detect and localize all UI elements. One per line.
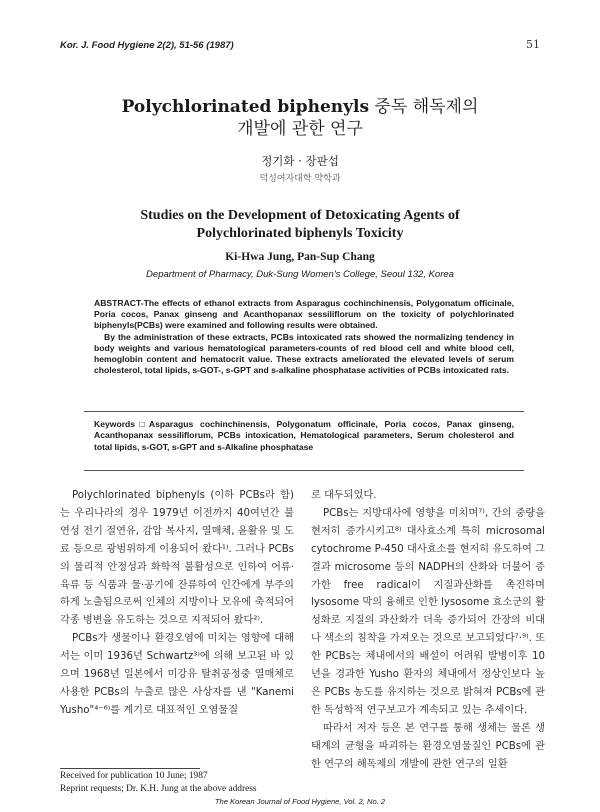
title-korean — [0, 96, 600, 140]
page-number: 51 — [526, 38, 540, 51]
abstract-paragraph-2: By the administration of these extracts, PCBs intoxicated rats showed the normalizing tendency in body weights and various hematological parameters-counts of red blood cell and white blood cell, hemoglobin content and hematocrit value. These extracts ameliorated the elevated levels of serum cholesterol, total lipids, s-GOT-, s-GPT and s-alkaline phosphatase activities of PCBs intoxicated rats. — [94, 331, 514, 376]
body-left-paragraph-1: Polychlorinated biphenyls (이하 PCBs라 함)는 우리나라의 경우 1979년 이전까지 40여년간 불연성 전기 절연유, 감압 복사지, 열매체, 윤활유 및 도료 등으로 광범위하게 이용되어 왔다¹⁾. 그러나 PCBs의 물리적 안정성과 화학적 불활성으로 인하여 어류·육류 등 식품과 물·공기에 잔류하여 인간에게 부주의하게 노출됨으로써 인체의 지방이나 모유에 축적되어 각종 병변을 유도하는 것으로 지적되어 왔다²⁾. — [60, 490, 294, 627]
footnote-received: Received for publication 10 June; 1987 — [60, 771, 208, 781]
footnote — [60, 770, 300, 795]
affiliation-korean: 덕성여자대학 약학과 — [259, 174, 341, 184]
keywords-divider-bottom — [84, 470, 524, 471]
abstract-divider-top — [84, 411, 524, 412]
body-column-right — [311, 487, 545, 774]
title-english — [0, 207, 600, 243]
footnote-reprint: Reprint requests; Dr. K.H. Jung at the above address — [60, 783, 257, 794]
body-right-paragraph-2: PCBs는 지방대사에 영향을 미치며⁷⁾, 간의 중량을 현저히 증가시키고⁸⁾ 대사효소계 특히 microsomal cytochrome P-450 대사효소를 현저히 유도하여 그 결과 microsome 등의 NADPH의 산화와 더불어 증가한 free radical이 지질과산화를 촉진하며 lysosome 막의 융해로 인한 lysosome 효소군의 활성화로 지질의 과산화가 더욱 증가되어 간장의 비대나 색소의 침착을 가져오는 것으로 보고되었다⁷·⁹⁾. 또한 PCBs는 체내에서의 배설이 어려워 발병이후 10년을 경과한 Yusho 환자의 체내에서 정상인보다 높은 PCBs 농도를 유지하는 것으로 밝혀져 PCBs에 관한 독성학적 연구보고가 계속되고 있는 추세이다. — [311, 507, 545, 716]
affiliation-english: Department of Pharmacy, Duk-Sung Women's College, Seoul 132, Korea — [146, 269, 454, 280]
abstract-paragraph-1: ABSTRACT-The effects of ethanol extracts from Asparagus cochinchinensis, Polygonatum officinale, Poria cocos, Panax ginseng and Acanthopanax sessiliflorum on the toxicity of polychlorinated biphenyls(PCBs) were examined and following results were obtained. — [94, 298, 514, 331]
keywords: Keywords□Asparagus cochinchinensis, Polygonatum officinale, Poria cocos, Panax ginseng, Acanthopanax sessiliflorum, PCBs intoxication, Hematological parameters, Serum cholesterol and total lipids, s-GOT, s-GPT and s-Alkaline phosphatase — [94, 419, 514, 452]
body-column-left — [60, 487, 294, 720]
footnote-rule — [60, 768, 200, 769]
title-korean-line1-en: Polychlorinated biphenyls — [121, 97, 370, 117]
title-english-line2: Polychlorinated biphenyls Toxicity — [196, 226, 404, 241]
running-head: Kor. J. Food Hygiene 2(2), 51-56 (1987) — [60, 40, 234, 51]
journal-footer: The Korean Journal of Food Hygiene, Vol. 2, No. 2 — [214, 797, 386, 806]
authors-korean: 정기화 · 장판섭 — [261, 154, 339, 168]
title-korean-line1-ko: 중독 해독제의 — [369, 97, 479, 117]
title-korean-line2: 개발에 관한 연구 — [237, 119, 363, 139]
body-left-paragraph-2: PCBs가 생물이나 환경오염에 미치는 영향에 대해서는 이미 1936년 Schwartz³⁾에 의해 보고된 바 있으며 1968년 일본에서 미강유 탈취공정중 열매체로 사용한 PCBs의 누출로 많은 사상자를 낸 "Kanemi Yusho"⁴⁻⁶⁾를 계기로 대표적인 오염물질 — [60, 633, 294, 716]
title-english-line1: Studies on the Development of Detoxicating Agents of — [140, 208, 460, 223]
body-right-paragraph-3: 따라서 저자 등은 본 연구를 통해 생체는 물론 생태계의 균형을 파괴하는 환경오염물질인 PCBs에 관한 연구의 해독제의 개발에 관한 연구의 일환 — [311, 722, 545, 770]
body-right-continuation: 로 대두되었다. — [311, 490, 377, 501]
authors-english: Ki-Hwa Jung, Pan-Sup Chang — [225, 251, 375, 263]
abstract — [94, 298, 514, 376]
